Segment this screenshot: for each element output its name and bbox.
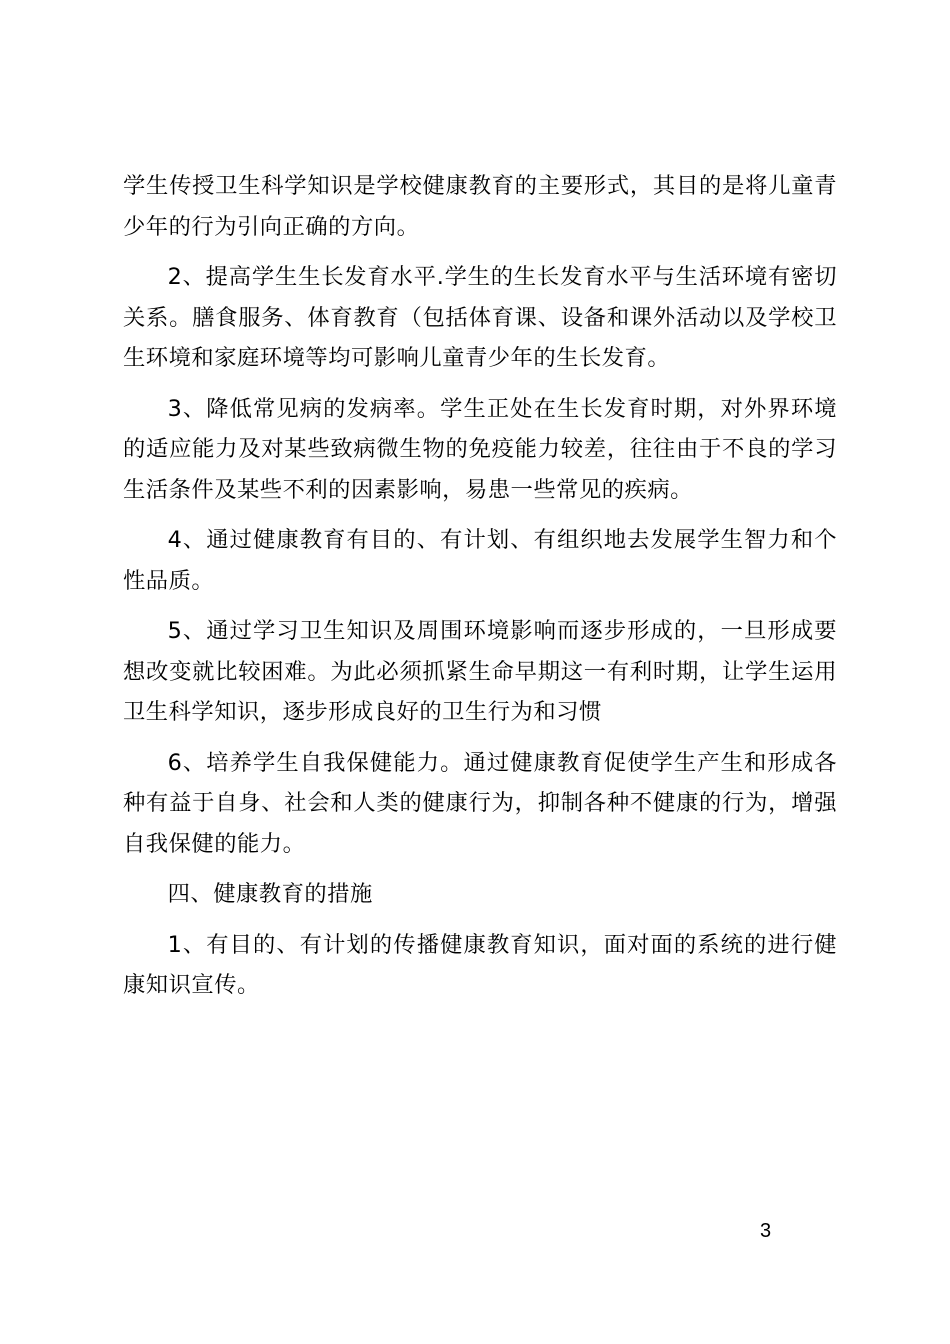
paragraph-item-4: 4、通过健康教育有目的、有计划、有组织地去发展学生智力和个性品质。 <box>123 527 837 594</box>
paragraph-item-2: 2、提高学生生长发育水平.学生的生长发育水平与生活环境有密切关系。膳食服务、体育教育（包括体育课、设备和课外活动以及学校卫生环境和家庭环境等均可影响儿童青少年的生长发育。 <box>123 264 837 371</box>
paragraph-item-6: 6、培养学生自我保健能力。通过健康教育促使学生产生和形成各种有益于自身、社会和人类的健康行为，抑制各种不健康的行为，增强自我保健的能力。 <box>123 749 837 857</box>
page-body <box>123 166 837 1016</box>
page-number: 3 <box>760 1220 772 1242</box>
paragraph-measure-1: 1、有目的、有计划的传播健康教育知识，面对面的系统的进行健康知识宣传。 <box>123 931 837 998</box>
paragraph-item-3: 3、降低常见病的发病率。学生正处在生长发育时期，对外界环境的适应能力及对某些致病微生物的免疫能力较差，往往由于不良的学习生活条件及某些不利的因素影响，易患一些常见的疾病。 <box>123 395 837 503</box>
section-heading: 四、健康教育的措施 <box>167 881 373 907</box>
paragraph-continuation: 学生传授卫生科学知识是学校健康教育的主要形式，其目的是将儿童青少年的行为引向正确的方向。 <box>123 173 837 240</box>
paragraph-item-5: 5、通过学习卫生知识及周围环境影响而逐步形成的，一旦形成要想改变就比较困难。为此必须抓紧生命早期这一有利时期，让学生运用卫生科学知识，逐步形成良好的卫生行为和习惯 <box>123 618 837 725</box>
